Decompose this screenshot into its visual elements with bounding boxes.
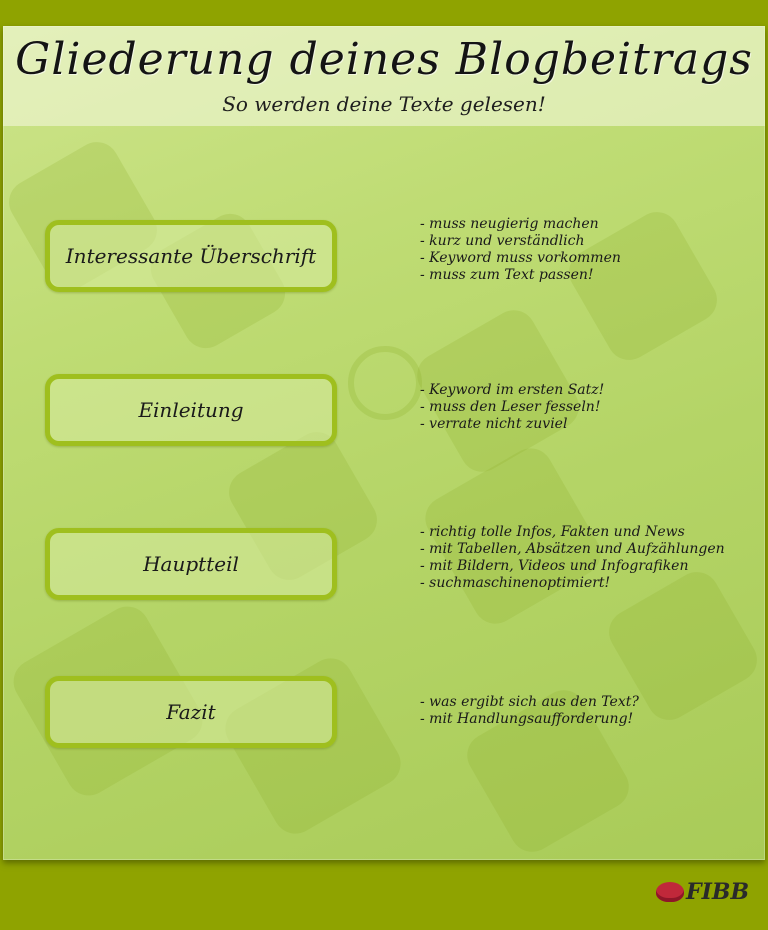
header-band: [3, 26, 765, 126]
background-smiley-icon: [348, 346, 422, 420]
note-item: - mit Handlungsaufforderung!: [420, 711, 634, 727]
page-title: Gliederung deines Blogbeitrags: [15, 34, 753, 85]
section-box-hauptteil: [45, 528, 337, 600]
note-item: - muss neugierig machen: [420, 216, 599, 232]
top-bar: [0, 0, 768, 26]
section-label: Einleitung: [138, 398, 244, 422]
note-item: - mit Tabellen, Absätzen und Aufzählungen: [420, 541, 725, 557]
section-notes-fazit: [420, 694, 740, 728]
note-item: - muss den Leser fesseln!: [420, 399, 601, 415]
logo-text: FIBB: [686, 879, 750, 905]
note-item: - suchmaschinenoptimiert!: [420, 575, 611, 591]
section-notes-einleitung: [420, 382, 740, 433]
section-label: Interessante Überschrift: [65, 244, 317, 268]
note-item: - muss zum Text passen!: [420, 267, 594, 283]
section-box-ueberschrift: [45, 220, 337, 292]
section-label: Fazit: [166, 700, 216, 724]
note-item: - kurz und verständlich: [420, 233, 585, 249]
lips-icon: [656, 882, 684, 902]
note-item: - richtig tolle Infos, Fakten und News: [420, 524, 685, 540]
section-notes-ueberschrift: [420, 216, 740, 284]
note-item: - verrate nicht zuviel: [420, 416, 568, 432]
section-box-fazit: [45, 676, 337, 748]
note-item: - was ergibt sich aus den Text?: [420, 694, 639, 710]
brand-logo: [656, 875, 749, 909]
note-item: - mit Bildern, Videos und Infografiken: [420, 558, 689, 574]
section-notes-hauptteil: [420, 524, 740, 592]
note-item: - Keyword im ersten Satz!: [420, 382, 605, 398]
section-box-einleitung: [45, 374, 337, 446]
note-item: - Keyword muss vorkommen: [420, 250, 621, 266]
section-label: Hauptteil: [143, 552, 239, 576]
page-subtitle: So werden deine Texte gelesen!: [222, 92, 546, 116]
